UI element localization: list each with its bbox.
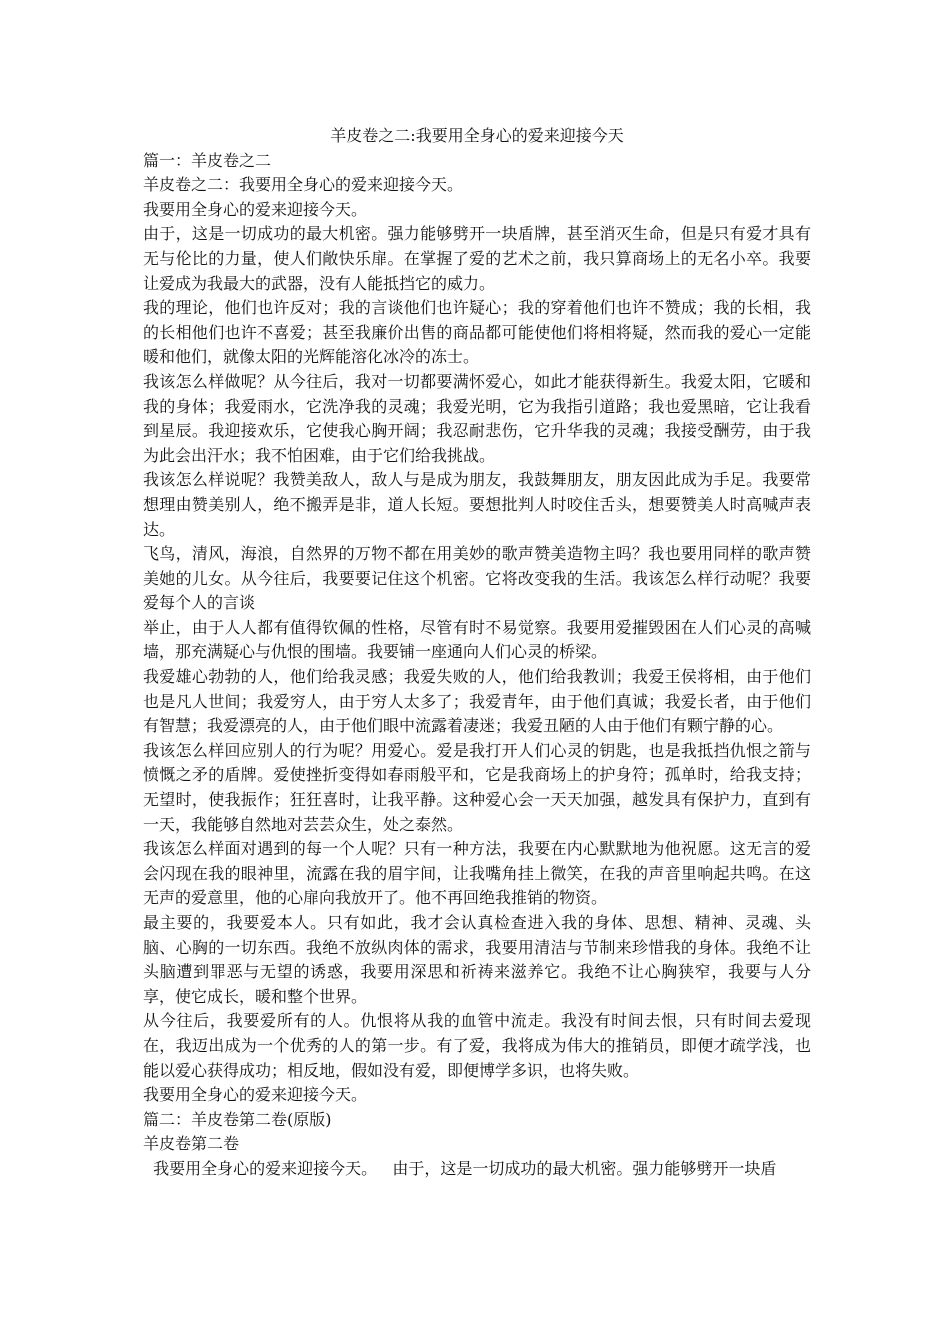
paragraph: 我该怎么样回应别人的行为呢？用爱心。爱是我打开人们心灵的钥匙，也是我抵挡仇恨之箭与愤慨之矛的盾牌。爱使挫折变得如春雨般平和，它是我商场上的护身符；孤单时，给我支持；无望时，使我振作；狂狂喜时，让我平静。这种爱心会一天天加强，越发具有保护力，直到有一天，我能够自然地对芸芸众生，处之泰然。 [143,740,811,834]
section-heading: 篇一：羊皮卷之二 [143,150,272,170]
paragraph: 我要用全身心的爱来迎接今天。 [143,1085,368,1105]
paragraph: 我要用全身心的爱来迎接今天。 由于，这是一切成功的最大机密。强力能够劈开一块盾 [143,1158,777,1178]
paragraph: 从今往后，我要爱所有的人。仇恨将从我的血管中流走。我没有时间去恨，只有时间去爱现在，我迈出成为一个优秀的人的第一步。有了爱，我将成为伟大的推销员，即便才疏学浅，也能以爱心获得成功；相反地，假如没有爱，即便博学多识，也将失败。 [143,1011,811,1080]
paragraph: 我该怎么样做呢？从今往后，我对一切都要满怀爱心，如此才能获得新生。我爱太阳，它暖和我的身体；我爱雨水，它洗净我的灵魂；我爱光明，它为我指引道路；我也爱黑暗，它让我看到星辰。我迎接欢乐，它使我心胸开阔；我忍耐悲伤，它升华我的灵魂；我接受酬劳，由于我为此会出汗水；我不怕困难，由于它们给我挑战。 [143,371,811,465]
document-title: 羊皮卷之二:我要用全身心的爱来迎接今天 [330,126,624,145]
document-page [143,124,811,1182]
subheading: 羊皮卷之二：我要用全身心的爱来迎接今天。 [143,175,464,195]
paragraph: 由于，这是一切成功的最大机密。强力能够劈开一块盾牌，甚至消灭生命，但是只有爱才具有无与伦比的力量，使人们敞快乐扉。在掌握了爱的艺术之前，我只算商场上的无名小卒。我要让爱成为我最大的武器，没有人能抵挡它的威力。 [143,224,811,293]
paragraph: 我该怎么样说呢？我赞美敌人，敌人与是成为朋友，我鼓舞朋友，朋友因此成为手足。我要常想理由赞美别人，绝不搬弄是非，道人长短。要想批判人时咬住舌头，想要赞美人时高喊声表达。 [143,470,811,539]
paragraph: 我要用全身心的爱来迎接今天。 [143,199,368,219]
paragraph: 我该怎么样面对遇到的每一个人呢？只有一种方法，我要在内心默默地为他祝愿。这无言的爱会闪现在我的眼神里，流露在我的眉宇间，让我嘴角挂上微笑，在我的声音里响起共鸣。在这无声的爱意里，他的心扉向我放开了。他不再回绝我推销的物资。 [143,839,811,908]
subheading: 羊皮卷第二卷 [143,1134,240,1154]
paragraph: 我爱雄心勃勃的人，他们给我灵感；我爱失败的人，他们给我教训；我爱王侯将相，由于他们也是凡人世间；我爱穷人，由于穷人太多了；我爱青年，由于他们真诚；我爱长者，由于他们有智慧；我爱漂亮的人，由于他们眼中流露着凄迷；我爱丑陋的人由于他们有颗宁静的心。 [143,667,811,736]
section-heading: 篇二：羊皮卷第二卷(原版) [143,1109,332,1129]
paragraph: 飞鸟，清风，海浪，自然界的万物不都在用美妙的歌声赞美造物主吗？我也要用同样的歌声赞美她的儿女。从今往后，我要要记住这个机密。它将改变我的生活。我该怎么样行动呢？我要爱每个人的言谈 [143,544,811,613]
paragraph: 我的理论，他们也许反对；我的言谈他们也许疑心；我的穿着他们也许不赞成；我的长相，我的长相他们也许不喜爱；甚至我廉价出售的商品都可能使他们将相将疑，然而我的爱心一定能暖和他们，就像太阳的光辉能溶化冰冷的冻士。 [143,298,811,367]
paragraph: 最主要的，我要爱本人。只有如此，我才会认真检查进入我的身体、思想、精神、灵魂、头脑、心胸的一切东西。我绝不放纵肉体的需求，我要用清洁与节制来珍惜我的身体。我绝不让头脑遭到罪恶与无望的诱惑，我要用深思和祈祷来滋养它。我绝不让心胸狭窄，我要与人分享，使它成长，暖和整个世界。 [143,913,811,1006]
paragraph: 举止，由于人人都有值得钦佩的性格，尽管有时不易觉察。我要用爱摧毁困在人们心灵的高喊墙，那充满疑心与仇恨的围墙。我要铺一座通向人们心灵的桥梁。 [143,617,811,662]
